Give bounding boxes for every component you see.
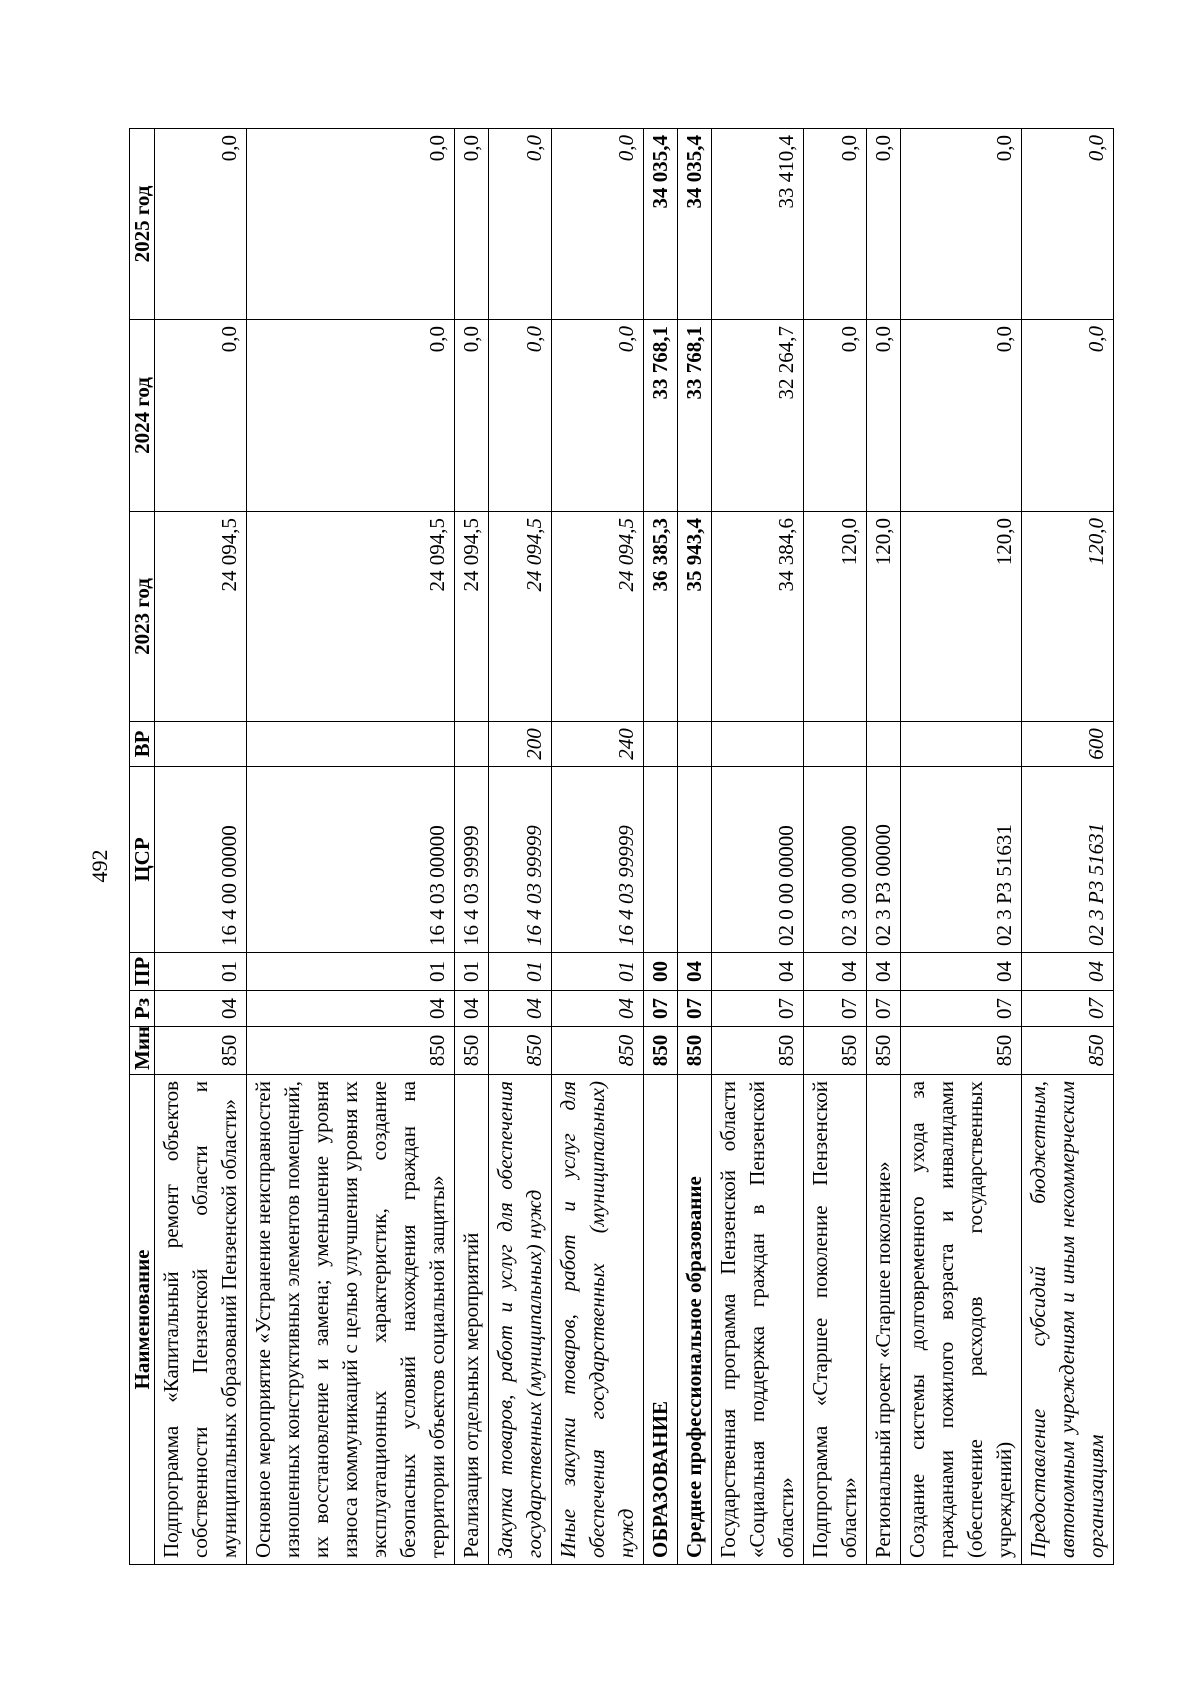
cell-2023: 24 094,5 [155,512,247,722]
cell-2023: 34 384,6 [712,512,804,722]
cell-csr: 16 4 03 99999 [552,767,644,953]
cell-min: 850 [901,1027,1022,1075]
table-row [155,129,247,1565]
cell-min: 850 [644,1027,678,1075]
cell-min: 850 [678,1027,712,1075]
cell-rz: 07 [678,991,712,1027]
cell-2024: 33 768,1 [678,320,712,512]
table-row [901,129,1022,1565]
cell-rz: 04 [155,991,247,1027]
cell-2023: 35 943,4 [678,512,712,722]
cell-2023: 120,0 [1022,512,1114,722]
cell-2024: 0,0 [155,320,247,512]
cell-vr [455,722,489,767]
cell-2024: 0,0 [552,320,644,512]
cell-2025: 0,0 [247,129,455,320]
cell-vr: 200 [489,722,552,767]
cell-min: 850 [455,1027,489,1075]
cell-pr: 01 [155,953,247,991]
cell-csr: 02 3 P3 00000 [867,767,901,953]
cell-pr: 04 [901,953,1022,991]
cell-rz: 04 [455,991,489,1027]
cell-min: 850 [1022,1027,1114,1075]
cell-min: 850 [712,1027,804,1075]
cell-2024: 33 768,1 [644,320,678,512]
cell-vr [247,722,455,767]
cell-csr: 16 4 03 99999 [489,767,552,953]
cell-pr: 00 [644,953,678,991]
cell-min: 850 [867,1027,901,1075]
cell-rz: 07 [712,991,804,1027]
cell-2025: 0,0 [552,129,644,320]
cell-name: Предоставление субсидий бюджетным, автономным учреждениям и иным некоммерческим организациям [1022,1075,1114,1565]
cell-csr [644,767,678,953]
cell-csr: 02 3 P3 51631 [901,767,1022,953]
cell-min: 850 [247,1027,455,1075]
cell-2024: 0,0 [247,320,455,512]
cell-csr: 02 0 00 00000 [712,767,804,953]
cell-2023: 120,0 [901,512,1022,722]
page-number: 492 [87,849,112,883]
cell-rz: 07 [644,991,678,1027]
cell-2023: 24 094,5 [455,512,489,722]
cell-2024: 0,0 [804,320,867,512]
header-pr: ПР [130,953,155,991]
cell-vr [644,722,678,767]
cell-rz: 07 [867,991,901,1027]
cell-pr: 04 [712,953,804,991]
header-2024: 2024 год [130,320,155,512]
table-row [1022,129,1114,1565]
header-vr: ВР [130,722,155,767]
cell-csr: 16 4 00 00000 [155,767,247,953]
cell-name: Создание системы долговременного ухода за гражданами пожилого возраста и инвалидами (обеспечение расходов государственных учреждений) [901,1075,1022,1565]
cell-2024: 0,0 [1022,320,1114,512]
cell-pr: 01 [552,953,644,991]
cell-2024: 0,0 [867,320,901,512]
cell-2025: 33 410,4 [712,129,804,320]
header-2023: 2023 год [130,512,155,722]
cell-name: Государственная программа Пензенской области «Социальная поддержка граждан в Пензенской области» [712,1075,804,1565]
cell-pr: 01 [489,953,552,991]
cell-2024: 0,0 [489,320,552,512]
table-row [678,129,712,1565]
cell-vr: 600 [1022,722,1114,767]
cell-2023: 24 094,5 [247,512,455,722]
cell-pr: 04 [1022,953,1114,991]
cell-name: Закупка товаров, работ и услуг для обеспечения государственных (муниципальных) нужд [489,1075,552,1565]
cell-2023: 24 094,5 [489,512,552,722]
cell-pr: 01 [455,953,489,991]
budget-table-frame [129,129,1108,1565]
header-rz: Рз [130,991,155,1027]
cell-vr [678,722,712,767]
cell-name: Основное мероприятие «Устранение неисправностей изношенных конструктивных элементов помещений, их восстановление и замена; уменьшение уровня износа коммуникаций с целью улучшения уровня их эксплуатационных характеристик, создание безопасных условий нахождения граждан на территории объектов социальной защиты» [247,1075,455,1565]
cell-min: 850 [155,1027,247,1075]
table-row [455,129,489,1565]
cell-vr [901,722,1022,767]
cell-2025: 34 035,4 [678,129,712,320]
cell-2025: 0,0 [455,129,489,320]
cell-rz: 04 [552,991,644,1027]
cell-pr: 01 [247,953,455,991]
cell-rz: 07 [901,991,1022,1027]
cell-2024: 0,0 [901,320,1022,512]
cell-name: Реализация отдельных мероприятий [455,1075,489,1565]
cell-csr: 02 3 00 00000 [804,767,867,953]
header-name: Наименование [130,1075,155,1565]
cell-2025: 0,0 [804,129,867,320]
header-2025: 2025 год [130,129,155,320]
cell-name: Подпрограмма «Старшее поколение Пензенской области» [804,1075,867,1565]
table-row [867,129,901,1565]
cell-pr: 04 [804,953,867,991]
cell-vr [804,722,867,767]
cell-2025: 0,0 [155,129,247,320]
table-header-row [130,129,155,1565]
cell-2023: 24 094,5 [552,512,644,722]
cell-rz: 07 [1022,991,1114,1027]
cell-2023: 120,0 [867,512,901,722]
cell-vr [155,722,247,767]
cell-rz: 04 [247,991,455,1027]
cell-vr: 240 [552,722,644,767]
cell-2024: 0,0 [455,320,489,512]
cell-name: ОБРАЗОВАНИЕ [644,1075,678,1565]
cell-2025: 0,0 [867,129,901,320]
cell-rz: 04 [489,991,552,1027]
cell-pr: 04 [867,953,901,991]
cell-vr [712,722,804,767]
cell-min: 850 [804,1027,867,1075]
table-row [712,129,804,1565]
budget-table [129,128,1114,1565]
cell-name: Региональный проект «Старшее поколение» [867,1075,901,1565]
cell-name: Иные закупки товаров, работ и услуг для обеспечения государственных (муниципальных) нужд [552,1075,644,1565]
cell-min: 850 [552,1027,644,1075]
cell-2025: 0,0 [1022,129,1114,320]
cell-2023: 36 385,3 [644,512,678,722]
cell-vr [867,722,901,767]
table-row [489,129,552,1565]
table-row [247,129,455,1565]
cell-2024: 32 264,7 [712,320,804,512]
cell-pr: 04 [678,953,712,991]
cell-csr [678,767,712,953]
cell-csr: 02 3 P3 51631 [1022,767,1114,953]
header-min: Мин [130,1027,155,1075]
cell-2025: 0,0 [489,129,552,320]
cell-min: 850 [489,1027,552,1075]
header-csr: ЦСР [130,767,155,953]
cell-csr: 16 4 03 99999 [455,767,489,953]
cell-2025: 34 035,4 [644,129,678,320]
cell-rz: 07 [804,991,867,1027]
cell-name: Подпрограмма «Капитальный ремонт объектов собственности Пензенской области и муниципальных образований Пензенской области» [155,1075,247,1565]
cell-2025: 0,0 [901,129,1022,320]
table-row [644,129,678,1565]
cell-2023: 120,0 [804,512,867,722]
cell-csr: 16 4 03 00000 [247,767,455,953]
table-row [552,129,644,1565]
cell-name: Среднее профессиональное образование [678,1075,712,1565]
table-row [804,129,867,1565]
